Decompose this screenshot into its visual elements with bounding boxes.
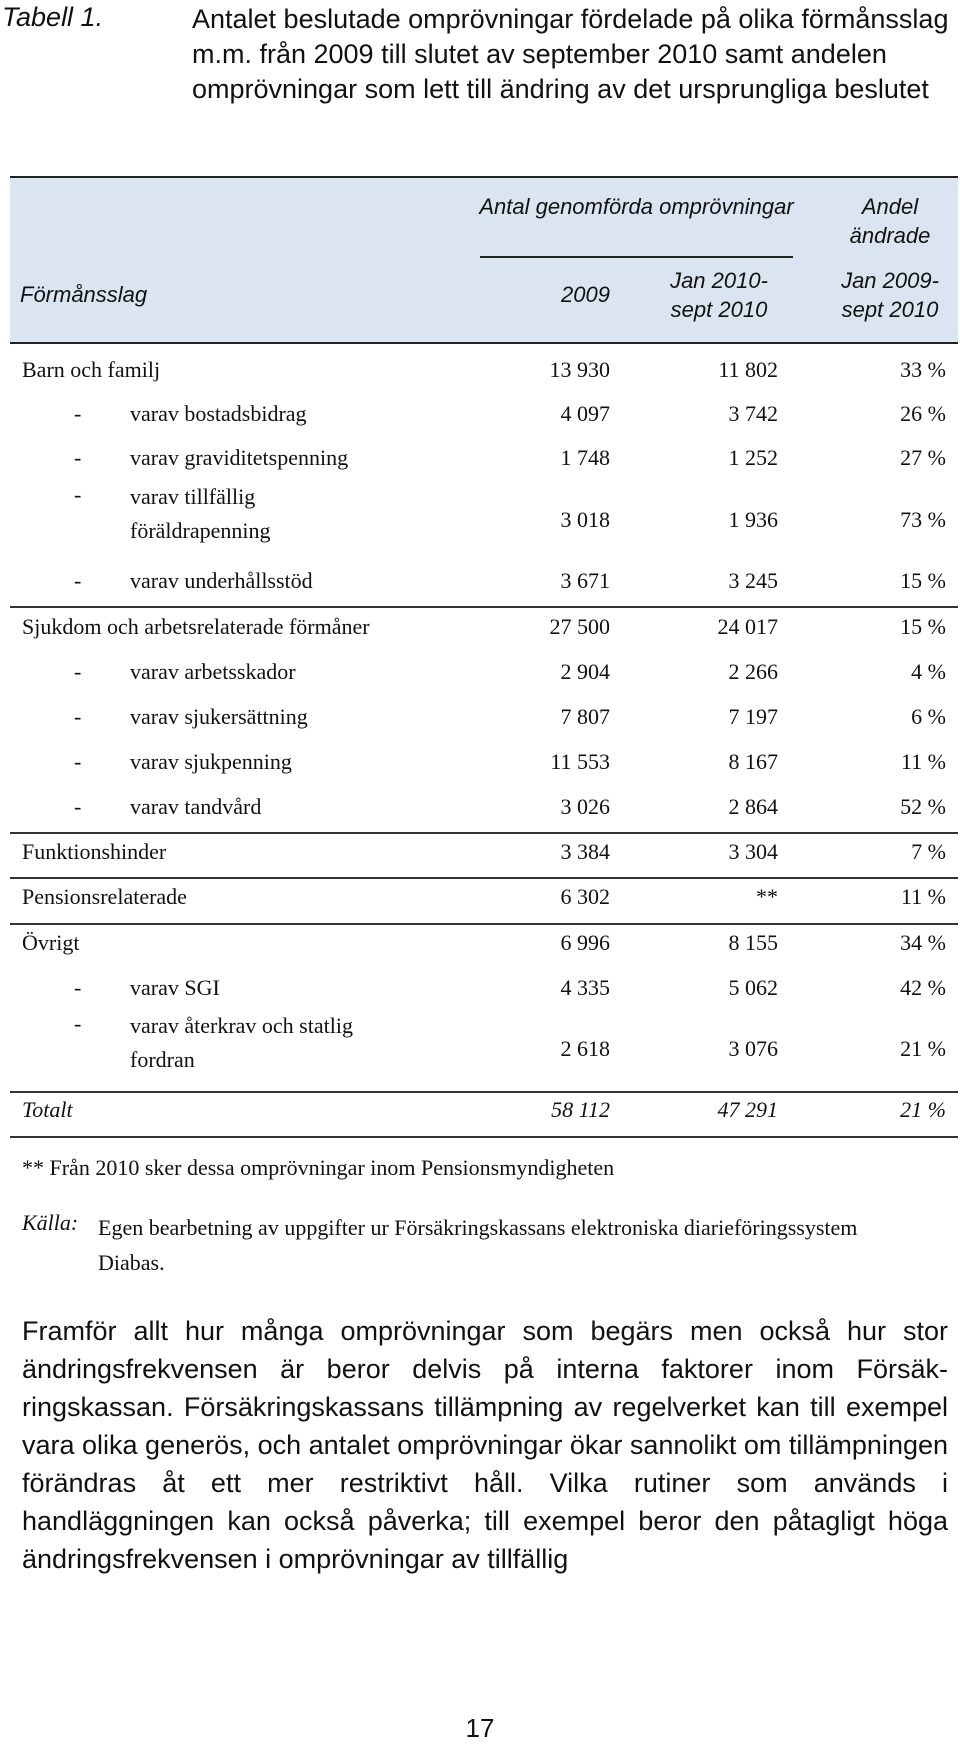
cell-2010: 1 252 [728, 445, 778, 470]
cell-share: 6 % [911, 703, 946, 729]
source-text: Egen bearbetning av uppgifter ur Försäkringskassans elektroniska diarieföringssystem Diabas. [98, 1215, 858, 1275]
table-row [10, 560, 958, 604]
row-label: varav tillfällig föräldrapenning [130, 484, 271, 543]
cell-2009: 6 996 [560, 929, 610, 955]
header-col-2009: 2009 [561, 282, 610, 307]
row-label: varav bostadsbidrag [130, 401, 307, 426]
cell-share: 4 % [911, 658, 946, 684]
source-label: Källa: [22, 1210, 79, 1235]
cell-share: 52 % [900, 793, 946, 819]
cell-2010: 3 742 [728, 401, 778, 426]
cell-2010: ** [756, 884, 778, 909]
cell-2009: 1 748 [560, 445, 610, 470]
header-category: Förmånsslag [20, 282, 148, 307]
total-2009: 58 112 [551, 1097, 610, 1122]
cell-2010: 8 167 [728, 748, 778, 774]
cell-share: 11 % [900, 748, 946, 774]
cell-2009: 4 335 [560, 974, 610, 1000]
table-row [10, 875, 958, 921]
row-label: varav graviditetspenning [130, 445, 349, 470]
cell-2010: 24 017 [717, 613, 778, 639]
cell-share: 34 % [900, 929, 946, 955]
total-row [10, 1093, 958, 1135]
row-label: Funktionshinder [22, 838, 167, 864]
header-col-share: Jan 2009-sept 2010 [841, 268, 939, 322]
table-row [10, 349, 958, 393]
cell-2009: 2 618 [560, 1036, 610, 1061]
row-label: varav sjukersättning [130, 703, 308, 729]
table-row [10, 785, 958, 830]
row-label: Sjukdom och arbetsrelaterade förmåner [22, 613, 370, 639]
cell-2009: 2 904 [560, 658, 610, 684]
caption-label: Tabell 1. [2, 2, 104, 32]
header-col-2010: Jan 2010-sept 2010 [670, 268, 768, 322]
table-row [10, 740, 958, 785]
cell-2010: 7 197 [728, 703, 778, 729]
header-group-rule [480, 256, 793, 258]
row-bullet: - [74, 568, 82, 593]
body-paragraph: Framför allt hur många omprövningar som begärs men också hur stor ändringsfrekvensen är beror delvis på interna faktorer inom Försäk-ringskassan. Försäkringskassans tillämpning av regelverket kan till exempel vara olika generös, och antalet omprövningar ökar sannolikt om tillämpningen förändras åt ett mer restriktivt håll. Vilka rutiner som används i handläggningen kan också påverka; till exempel beror den påtagligt höga ändringsfrekvensen i omprövningar av tillfällig [22, 1316, 949, 1574]
cell-share: 42 % [900, 974, 946, 1000]
row-label: varav sjukpenning [130, 748, 292, 774]
cell-share: 21 % [900, 1036, 946, 1061]
row-bullet: - [74, 482, 82, 507]
cell-2009: 3 018 [560, 507, 610, 532]
cell-share: 26 % [900, 401, 946, 426]
cell-2010: 8 155 [728, 929, 778, 955]
row-label: varav arbetsskador [130, 658, 296, 684]
table-row [10, 605, 958, 650]
cell-share: 15 % [900, 613, 946, 639]
footnote: ** Från 2010 sker dessa omprövningar inom Pensionsmyndigheten [22, 1155, 615, 1180]
row-label: Barn och familj [22, 357, 161, 382]
cell-2009: 3 026 [560, 793, 610, 819]
cell-2010: 11 802 [718, 357, 778, 382]
total-share: 21 % [900, 1097, 946, 1122]
row-bullet: - [74, 401, 82, 426]
cell-share: 33 % [900, 357, 946, 382]
cell-2010: 2 266 [728, 658, 778, 684]
total-label: Totalt [22, 1097, 73, 1122]
cell-share: 27 % [900, 445, 946, 470]
row-label: varav underhållsstöd [130, 568, 313, 593]
header-group-label: Antal genomförda omprövningar [479, 194, 794, 219]
row-label: varav återkrav och statlig fordran [130, 1013, 353, 1072]
table-row [10, 695, 958, 740]
table-row [10, 482, 958, 560]
row-label: Pensionsrelaterade [22, 884, 187, 909]
row-label: varav SGI [130, 974, 220, 1000]
cell-2009: 27 500 [549, 613, 610, 639]
row-label: Övrigt [22, 929, 80, 955]
row-bullet: - [74, 658, 82, 684]
page-number: 17 [465, 1713, 495, 1743]
cell-2009: 6 302 [560, 884, 610, 909]
table-row [10, 1011, 958, 1089]
row-bullet: - [74, 445, 82, 470]
row-bullet: - [74, 974, 82, 1000]
table-row [10, 650, 958, 695]
cell-share: 11 % [900, 884, 946, 909]
cell-2009: 13 930 [549, 357, 610, 382]
total-2010: 47 291 [717, 1097, 778, 1122]
cell-2009: 3 384 [560, 838, 610, 864]
header-share-label: Andel ändrade [849, 194, 931, 248]
caption-text: Antalet beslutade omprövningar fördelade på olika förmånsslag m.m. från 2009 till slutet av september 2010 samt andelen omprövningar som lett till ändring av det ursprungliga beslutet [192, 4, 949, 104]
cell-2010: 3 304 [728, 838, 778, 864]
row-bullet: - [74, 703, 82, 729]
cell-2010: 2 864 [728, 793, 778, 819]
row-label: varav tandvård [130, 793, 262, 819]
table-header [10, 176, 958, 344]
table-row [10, 830, 958, 875]
table-row [10, 393, 958, 437]
cell-2010: 3 076 [728, 1036, 778, 1061]
table-row [10, 921, 958, 966]
cell-2010: 5 062 [728, 974, 778, 1000]
row-bullet: - [74, 748, 82, 774]
table-row [10, 966, 958, 1011]
table-row [10, 437, 958, 481]
row-bullet: - [74, 793, 82, 819]
row-bullet: - [74, 1011, 82, 1036]
cell-2009: 4 097 [560, 401, 610, 426]
cell-2009: 11 553 [550, 748, 610, 774]
cell-2009: 3 671 [560, 568, 610, 593]
cell-2010: 1 936 [728, 507, 778, 532]
cell-2009: 7 807 [560, 703, 610, 729]
cell-share: 73 % [900, 507, 946, 532]
cell-share: 15 % [900, 568, 946, 593]
cell-2010: 3 245 [728, 568, 778, 593]
cell-share: 7 % [911, 838, 946, 864]
table-bottom-rule [10, 1136, 958, 1138]
